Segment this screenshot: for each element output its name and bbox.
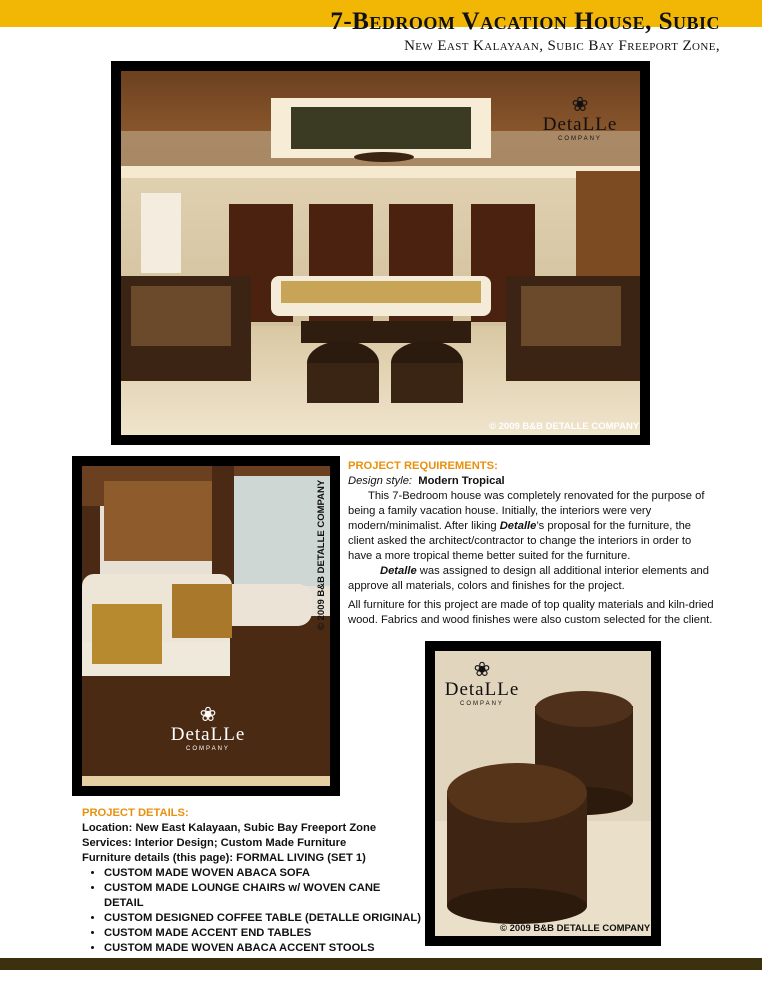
- details-location: Location: New East Kalayaan, Subic Bay Freeport Zone: [82, 822, 377, 834]
- requirements-heading: PROJECT REQUIREMENTS:: [348, 460, 498, 472]
- right-photo-copyright: © 2009 B&B DETALLE COMPANY: [500, 923, 651, 934]
- paragraph-1-text-b: ’s proposal for the furniture, the client asked the architect/contractor to change the interiors in order to have a more tropical theme better suited for the furniture.: [348, 520, 692, 562]
- logo-mark-icon: ❀: [571, 94, 589, 116]
- logo-mark-icon: ❀: [473, 659, 491, 681]
- requirements-paragraph-2: [348, 564, 718, 594]
- logo-name: DetaLLe: [444, 679, 520, 700]
- page-title: 7-Bedroom Vacation House, Subic: [330, 8, 720, 35]
- paragraph-2-text: was assigned to design all additional interior elements and approve all materials, colors and finishes for the project.: [348, 565, 709, 592]
- requirements-paragraph-3: All furniture for this project are made of top quality materials and kiln-dried wood. Fabrics and wood finishes were also custom selected for the client.: [348, 599, 714, 626]
- details-heading: PROJECT DETAILS:: [82, 807, 189, 819]
- logo-main: [540, 95, 620, 143]
- list-item: • CUSTOM MADE ACCENT END TABLES: [104, 926, 422, 941]
- page-subtitle: New East Kalayaan, Subic Bay Freeport Zone,: [404, 38, 720, 54]
- design-style-label: Design style:: [348, 475, 413, 487]
- project-requirements: [348, 459, 718, 628]
- requirements-paragraph-1: [348, 489, 718, 564]
- list-item: • CUSTOM MADE WOVEN ABACA SOFA: [104, 866, 422, 881]
- furniture-list: [82, 866, 422, 956]
- logo-right: [442, 660, 522, 708]
- list-item: • CUSTOM MADE WOVEN ABACA ACCENT STOOLS: [104, 941, 422, 956]
- details-services: Services: Interior Design; Custom Made Furniture: [82, 837, 347, 849]
- list-item: • CUSTOM DESIGNED COFFEE TABLE (DETALLE ORIGINAL): [104, 911, 422, 926]
- logo-sub: COMPANY: [186, 746, 230, 752]
- logo-name: DetaLLe: [170, 724, 246, 745]
- left-photo-copyright: © 2009 B&B DETALLE COMPANY: [316, 479, 327, 630]
- logo-mark-icon: ❀: [199, 704, 217, 726]
- paragraph-1-text-a: This 7-Bedroom house was completely renovated for the purpose of being a family vacation house. Initially, the interiors were very modern/minimalist. After liking: [348, 490, 705, 532]
- design-style-value: Modern Tropical: [418, 475, 505, 487]
- paragraph-1-brand: Detalle: [499, 520, 537, 532]
- logo-name: DetaLLe: [542, 114, 618, 135]
- details-furniture: Furniture details (this page): FORMAL LIVING (SET 1): [82, 852, 366, 864]
- main-photo-copyright: © 2009 B&B DETALLE COMPANY: [489, 421, 640, 432]
- paragraph-2-brand: Detalle: [380, 565, 417, 577]
- logo-left: [163, 705, 253, 753]
- bottom-accent-bar: [0, 958, 762, 970]
- logo-sub: COMPANY: [460, 701, 504, 707]
- list-item: • CUSTOM MADE LOUNGE CHAIRS w/ WOVEN CANE DETAIL: [104, 881, 422, 911]
- design-style-line: [348, 474, 718, 489]
- logo-sub: COMPANY: [558, 136, 602, 142]
- project-details: [82, 806, 422, 956]
